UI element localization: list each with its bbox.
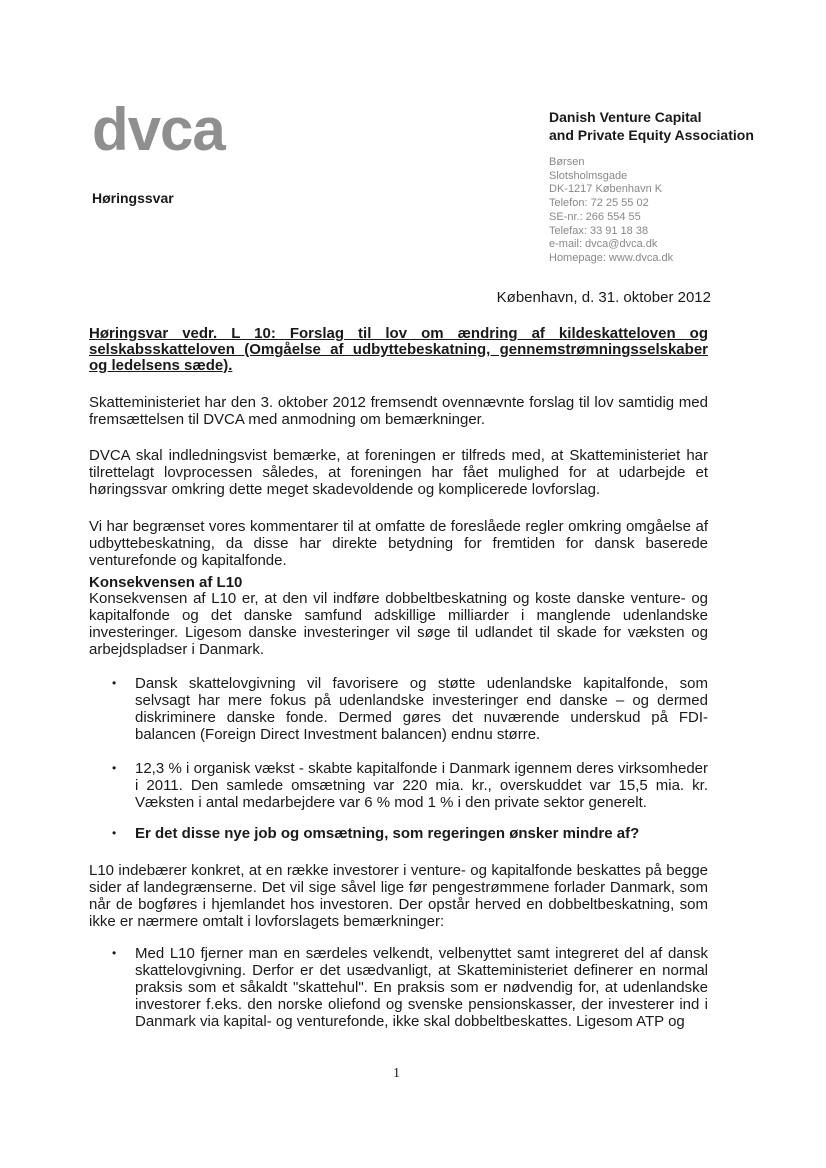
list-item-text: Med L10 fjerner man en særdeles velkendt, velbenyttet samt integreret del af dansk skattelovgivning. Derfor er det usædvanligt, at Skatteministeriet definerer en normal praksis som et såkaldt "skattehul". En praksis som er nødvendig for, at udenlandske investorer f.eks. den norske oliefond og svenske pensionskasser, der investerer ind i Danmark via kapital- og venturefonde, ikke skal dobbeltbeskattes. Ligesom ATP og xyxy=(135,945,708,1030)
document-type-label: Høringssvar xyxy=(92,190,174,206)
section-heading: Konsekvensen af L10 xyxy=(89,574,243,591)
address-block xyxy=(549,156,673,266)
bullet-icon: • xyxy=(112,761,117,775)
address-homepage: Homepage: www.dvca.dk xyxy=(549,251,674,264)
paragraph-dvca-remark: DVCA skal indledningsvist bemærke, at foreningen er tilfreds med, at Skatteministeriet har tilrettelagt lovprocessen således, at foreningen har fået mulighed for at udarbejde et høringssvar omkring dette meget skadevoldende og komplicerede lovforslag. xyxy=(89,447,708,498)
paragraph-double-taxation: L10 indebærer konkret, at en række investorer i venture- og kapitalfonde beskattes på begge sider af landegrænserne. Det vil sige såvel lige før pengestrømmene forlader Danmark, som når de bogføres i hjemlandet hos investoren. Der opstår herved en dobbeltbeskatning, som ikke er nærmere omtalt i lovforslagets bemærkninger: xyxy=(89,862,708,930)
address-line: Slotsholmsgade xyxy=(549,169,628,182)
list-item-text: Dansk skattelovgivning vil favorisere og støtte udenlandske kapitalfonde, som selvsagt har mere fokus på udenlandske investeringer end danske – og dermed diskriminere danske fonde. Dermed gøres det nuværende underskud på FDI-balancen (Foreign Direct Investment balancen) endnu større. xyxy=(135,675,708,743)
address-fax: Telefax: 33 91 18 38 xyxy=(549,224,649,237)
bullet-icon: • xyxy=(112,946,117,960)
address-se-number: SE-nr.: 266 554 55 xyxy=(549,210,641,223)
bullet-icon: • xyxy=(112,676,117,690)
dvca-logo: dvca xyxy=(92,96,225,163)
page-number: 1 xyxy=(393,1066,400,1081)
address-line: Børsen xyxy=(549,156,585,168)
org-name-line2: and Private Equity Association xyxy=(549,127,754,143)
paragraph-intro: Skatteministeriet har den 3. oktober 2012 fremsendt ovennævnte forslag til lov samtidig med fremsættelsen til DVCA med anmodning om bemærkninger. xyxy=(89,394,708,428)
paragraph-consequence: Konsekvensen af L10 er, at den vil indføre dobbeltbeskatning og koste danske venture- og kapitalfonde og det danske samfund adskillige milliarder i manglende udenlandske investeringer. Ligesom danske investeringer vil søge til udlandet til skade for væksten og arbejdspladser i Danmark. xyxy=(89,590,708,658)
organization-name xyxy=(549,108,754,144)
dateline: København, d. 31. oktober 2012 xyxy=(496,289,711,306)
subject-heading: Høringsvar vedr. L 10: Forslag til lov om ændring af kildeskatteloven og selskabsskatteloven (Omgåelse af udbyttebeskatning, gennemstrømningsselskaber og ledelsens sæde). xyxy=(89,325,708,374)
address-line: DK-1217 København K xyxy=(549,183,663,196)
list-item-text: Er det disse nye job og omsætning, som regeringen ønsker mindre af? xyxy=(135,825,640,842)
list-item-text: 12,3 % i organisk vækst - skabte kapitalfonde i Danmark igennem deres virksomheder i 2011. Den samlede omsætning var 220 mia. kr., overskuddet var 15,5 mia. kr. Væksten i antal medarbejdere var 6 % mod 1 % i den private sektor generelt. xyxy=(135,760,708,811)
org-name-line1: Danish Venture Capital xyxy=(549,109,702,125)
paragraph-scope: Vi har begrænset vores kommentarer til at omfatte de foreslåede regler omkring omgåelse af udbyttebeskatning, da disse har direkte betydning for fremtiden for dansk baserede venturefonde og kapitalfonde. xyxy=(89,518,708,569)
bullet-icon: • xyxy=(112,826,117,840)
address-phone: Telefon: 72 25 55 02 xyxy=(549,197,649,210)
address-email: e-mail: dvca@dvca.dk xyxy=(549,238,658,251)
